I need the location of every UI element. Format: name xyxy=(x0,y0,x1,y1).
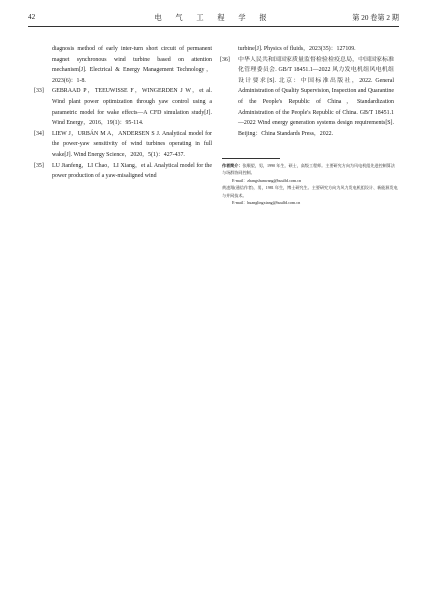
running-header xyxy=(28,10,399,27)
author-2-email: E-mail：huanglingxiang@huulfd.com.cn xyxy=(232,200,301,206)
reference-text: LU Jianfeng，LI Chao，LI Xiang，et al. Analytical model for the power production of a yaw-misaligned wind xyxy=(52,162,212,180)
author-bio xyxy=(222,162,398,206)
author-2-bio: 黄凌翔(通信作者)，男，1981 年生，博士研究生。主要研究方向为风力发电机组设计、新能源发电与并网技术。 xyxy=(222,185,398,198)
reference-item xyxy=(36,86,212,128)
reference-text: diagnosis method of early inter-turn short circuit of permanent magnet synchronous wind turbine based on attention mechanism[J]. Electrical & Energy Management Technology，2023(6)：1-8. xyxy=(52,46,212,84)
reference-number: [33] xyxy=(34,88,44,95)
reference-item xyxy=(222,55,394,140)
reference-text: turbine[J]. Physics of fluids，2023(35)：127109. xyxy=(238,46,356,52)
page-number: 42 xyxy=(28,13,36,21)
reference-text: 中华人民共和国国家质量监督检验检疫总局，中国国家标准化管理委员会. GB/T 18451.1—2022 风力发电机组风电机组设计要求[S]. 北京：中国标准出版社，2022. General Administration of Quality Supervision, Inspection and Quarantine of the People's Republic of China，Standardization Administration of the People's Republic of China. GB/T 18451.1—2022 Wind energy generation systems design requirements[S]. Beijing：China Standards Press，2022. xyxy=(238,56,394,137)
reference-text: LIEW J，URBÁN M A，ANDERSEN S J. Analytical model for the power-yaw sensitivity of wind turbines operating in full wake[J]. Wind Energy Science，2020，5(1)：427-437. xyxy=(52,130,212,158)
author-1-email: E-mail：zhangshunwang@huulfd.com.cn xyxy=(232,177,302,183)
journal-title: 电 气 工 程 学 报 xyxy=(154,14,273,22)
reference-number: [34] xyxy=(34,130,44,137)
reference-item xyxy=(36,44,212,86)
reference-number: [36] xyxy=(220,56,230,63)
reference-text: GEBRAAD P，TEEUWISSE F，WINGERDEN J W，et al. Wind plant power optimization through yaw control using a parametric model for wake effects—A CFD simulation study[J]. Wind Energy，2016，19(1)：95-114. xyxy=(52,88,212,127)
footnote-divider xyxy=(222,158,280,159)
references-left-column xyxy=(36,44,212,182)
references-right-column xyxy=(222,44,394,139)
reference-item xyxy=(36,129,212,161)
reference-item xyxy=(222,44,394,55)
reference-item xyxy=(36,161,212,182)
author-1-bio: 作者简介：张顺望，男，1990 年生，硕士，高级工程师。主要研究方向为风电机组先进控制算法与场群协同控制。 xyxy=(222,163,395,176)
author-bio-label: 作者简介： xyxy=(222,163,243,168)
reference-number: [35] xyxy=(34,162,44,169)
issue-info: 第 20 卷第 2 期 xyxy=(352,14,399,22)
